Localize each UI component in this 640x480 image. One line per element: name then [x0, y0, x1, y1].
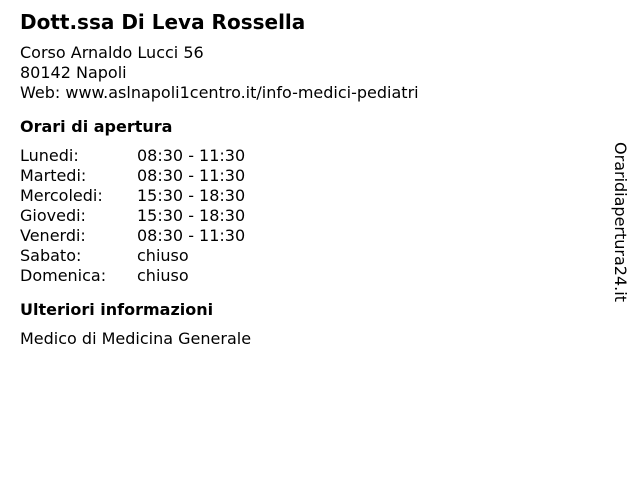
- hours-value: 15:30 - 18:30: [137, 206, 246, 225]
- website-link[interactable]: Web: www.aslnapoli1centro.it/info-medici-pediatri: [20, 83, 419, 102]
- day-label: Domenica:: [20, 266, 107, 285]
- hours-value: 08:30 - 11:30: [137, 166, 246, 185]
- hours-value: 08:30 - 11:30: [137, 226, 246, 245]
- address-city: 80142 Napoli: [20, 63, 127, 82]
- further-info-text: Medico di Medicina Generale: [20, 329, 252, 348]
- hours-value: chiuso: [137, 246, 189, 265]
- day-label: Venerdi:: [20, 226, 86, 245]
- doctor-info-card: [20, 10, 600, 349]
- hours-value: 15:30 - 18:30: [137, 186, 246, 205]
- hours-row-thursday: [20, 206, 600, 226]
- further-info-heading: Ulteriori informazioni: [20, 300, 214, 319]
- day-label: Sabato:: [20, 246, 82, 265]
- hours-row-sunday: [20, 266, 600, 286]
- day-label: Giovedi:: [20, 206, 86, 225]
- opening-hours-table: [20, 146, 600, 286]
- hours-row-monday: [20, 146, 600, 166]
- day-label: Mercoledi:: [20, 186, 103, 205]
- hours-row-saturday: [20, 246, 600, 266]
- hours-row-friday: [20, 226, 600, 246]
- address-street: Corso Arnaldo Lucci 56: [20, 43, 204, 62]
- hours-value: 08:30 - 11:30: [137, 146, 246, 165]
- day-label: Lunedi:: [20, 146, 79, 165]
- doctor-name: Dott.ssa Di Leva Rossella: [20, 10, 306, 34]
- hours-value: chiuso: [137, 266, 189, 285]
- hours-row-tuesday: [20, 166, 600, 186]
- day-label: Martedi:: [20, 166, 87, 185]
- hours-row-wednesday: [20, 186, 600, 206]
- watermark-text: Oraridiapertura24.it: [611, 142, 630, 302]
- site-watermark: [608, 132, 632, 312]
- opening-hours-heading: Orari di apertura: [20, 117, 173, 136]
